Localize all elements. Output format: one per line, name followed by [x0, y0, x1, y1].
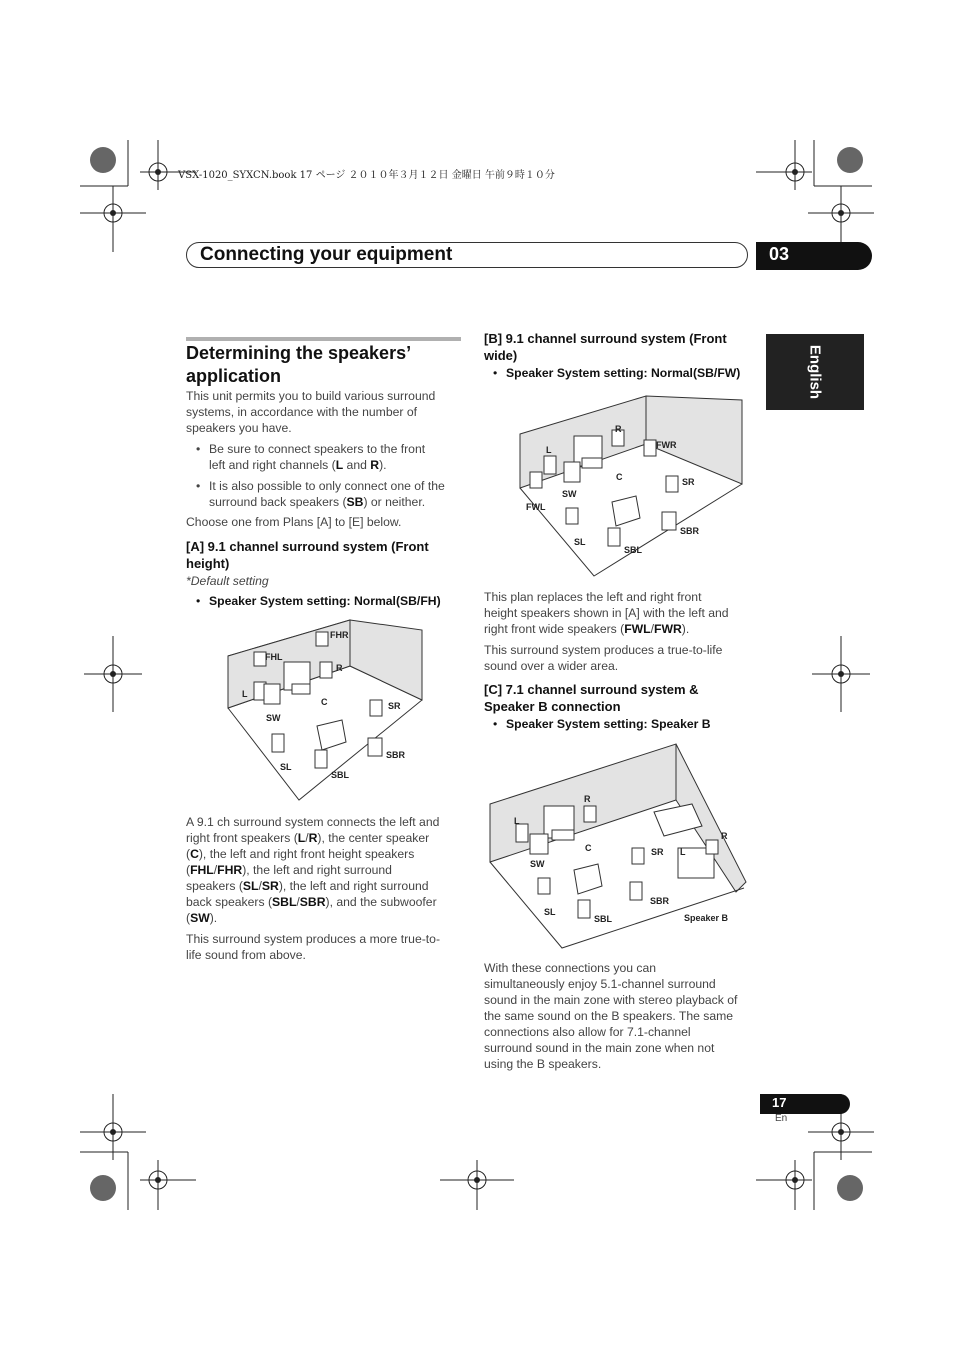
- diagram-label: FHL: [265, 652, 283, 662]
- page-language: En: [775, 1113, 788, 1124]
- text-run: SBR: [299, 895, 326, 909]
- plan-a-heading: [186, 538, 466, 572]
- diagram-label: SBL: [594, 914, 612, 924]
- text-line: This unit permits you to build various surround: [186, 389, 436, 403]
- diagram-label: L: [680, 847, 686, 857]
- print-header: VSX-1020_SYXCN.book 17 ページ ２０１０年３月１２日 金曜日 午前９時１０分: [178, 170, 555, 181]
- diagram-label: SBR: [386, 750, 406, 760]
- diagram-label: SW: [562, 489, 577, 499]
- text-run: right front wide speakers (: [484, 622, 625, 636]
- text-run: R: [370, 458, 380, 472]
- section-rule: [186, 337, 461, 341]
- text-run: right front speakers (: [186, 831, 298, 845]
- text-run: surround back speakers (: [209, 495, 347, 509]
- plan-b-heading: [484, 330, 764, 364]
- diagram-label: SR: [682, 477, 695, 487]
- text-run: left and right channels (: [209, 458, 336, 472]
- diagram-label: R: [615, 424, 622, 434]
- text-line: sound in the main zone with stereo playback of: [484, 993, 738, 1007]
- diagram-label: FHR: [330, 630, 349, 640]
- diagram-label: SBR: [680, 526, 700, 536]
- text-run: ).: [379, 458, 387, 472]
- diagram-label: C: [616, 472, 623, 482]
- text-line: [209, 494, 469, 510]
- text-run: ), the center speaker: [317, 831, 430, 845]
- bullet-dot: •: [196, 479, 201, 493]
- text-run: ), and the subwoofer: [325, 895, 437, 909]
- plan-c-diagram: [488, 742, 752, 952]
- text-run: height speakers shown in [A] with the left and: [484, 606, 729, 620]
- text-line: sound over a wider area.: [484, 659, 619, 673]
- text-run: /: [213, 863, 218, 877]
- heading-line: [A] 9.1 channel surround system (Front: [186, 539, 429, 554]
- plan-b-setting: [493, 366, 741, 380]
- text-run: SW: [190, 911, 210, 925]
- setting-text: Speaker System setting: Normal(SB/FH): [209, 594, 441, 608]
- heading-line: height): [186, 556, 230, 571]
- text-run: ), the left and right surround: [278, 879, 429, 893]
- intro-paragraph: [186, 388, 466, 436]
- bullet-dot: •: [196, 594, 201, 608]
- section-title-line: Determining the speakers’: [186, 343, 412, 363]
- heading-line: [B] 9.1 channel surround system (Front: [484, 331, 727, 346]
- text-run: (: [186, 863, 191, 877]
- setting-text: Speaker System setting: Speaker B: [506, 717, 711, 731]
- heading-line: [C] 7.1 channel surround system &: [484, 682, 699, 697]
- text-line: [186, 862, 466, 878]
- text-line: [484, 605, 764, 621]
- text-line: [186, 830, 466, 846]
- diagram-label: FWL: [526, 502, 546, 512]
- bullet-dot: •: [493, 366, 498, 380]
- bullet-dot: •: [493, 717, 498, 731]
- diagram-label: SL: [544, 907, 556, 917]
- text-line: [484, 589, 764, 605]
- plan-a-setting: [196, 594, 441, 608]
- text-line: [186, 846, 466, 862]
- diagram-label: R: [584, 794, 591, 804]
- chapter-title: Connecting your equipment: [200, 244, 453, 265]
- language-tab-label: English: [806, 344, 824, 400]
- heading-line: Speaker B connection: [484, 699, 621, 714]
- text-line: simultaneously enjoy 5.1-channel surround: [484, 977, 716, 991]
- diagram-label: L: [546, 445, 552, 455]
- text-run: back speakers (: [186, 895, 273, 909]
- diagram-label: R: [336, 663, 343, 673]
- text-line: This surround system produces a more true-to-: [186, 932, 441, 946]
- text-line: It is also possible to only connect one of the: [209, 479, 445, 493]
- text-run: (: [186, 847, 191, 861]
- text-run: ), the left and right surround: [242, 863, 392, 877]
- plan-a-diagram: [222, 618, 432, 808]
- diagram-label: SBL: [624, 545, 642, 555]
- plan-b-note: [484, 642, 764, 674]
- bullet-item: [196, 478, 469, 510]
- text-line: the same sound on the B speakers. The same: [484, 1009, 734, 1023]
- text-line: using the B speakers.: [484, 1057, 602, 1071]
- text-run: C: [190, 847, 199, 861]
- text-run: L: [297, 831, 306, 845]
- text-line: [484, 621, 764, 637]
- text-run: (: [186, 911, 191, 925]
- diagram-label: SR: [388, 701, 401, 711]
- bullet-item: [196, 441, 469, 473]
- diagram-label: SR: [651, 847, 664, 857]
- bullet-dot: •: [196, 442, 201, 456]
- text-line: [186, 910, 466, 926]
- diagram-label: SBL: [331, 770, 349, 780]
- diagram-label: FWR: [656, 440, 677, 450]
- text-run: FWR: [654, 622, 682, 636]
- choose-text: Choose one from Plans [A] to [E] below.: [186, 515, 402, 529]
- plan-b-diagram: [514, 392, 746, 582]
- text-run: /: [296, 895, 300, 909]
- text-run: SBL: [272, 895, 297, 909]
- text-run: ), the left and right front height speakers: [198, 847, 415, 861]
- text-line: [186, 894, 466, 910]
- text-line: This surround system produces a true-to-life: [484, 643, 723, 657]
- text-run: L: [335, 458, 344, 472]
- text-run: SR: [261, 879, 279, 893]
- text-run: /: [650, 622, 655, 636]
- setting-text: Speaker System setting: Normal(SB/FW): [506, 366, 741, 380]
- text-run: FHL: [190, 863, 214, 877]
- text-line: [186, 814, 466, 830]
- text-run: SB: [346, 495, 364, 509]
- plan-c-heading: [484, 681, 764, 715]
- diagram-label: C: [585, 843, 592, 853]
- text-run: /: [305, 831, 309, 845]
- text-line: systems, in accordance with the number of: [186, 405, 417, 419]
- plan-a-note: [186, 931, 468, 963]
- text-run: FWL: [624, 622, 651, 636]
- diagram-label: SBR: [650, 896, 670, 906]
- text-run: and: [343, 458, 371, 472]
- text-run: ).: [681, 622, 690, 636]
- heading-line: wide): [484, 348, 518, 363]
- default-note: *Default setting: [186, 574, 269, 588]
- plan-b-description: [484, 589, 764, 637]
- text-run: speakers (: [186, 879, 243, 893]
- text-line: life sound from above.: [186, 948, 306, 962]
- text-line: surround sound in the main zone when not: [484, 1041, 715, 1055]
- text-run: /: [258, 879, 262, 893]
- diagram-label: SW: [530, 859, 545, 869]
- chapter-number: 03: [756, 242, 872, 270]
- text-line: [186, 878, 466, 894]
- section-title-line: application: [186, 366, 282, 386]
- diagram-label: L: [242, 689, 248, 699]
- text-run: R: [308, 831, 318, 845]
- diagram-label: Speaker B: [684, 913, 729, 923]
- text-run: A 9.1 ch surround system connects the left and: [186, 815, 440, 829]
- language-tab: [766, 334, 864, 410]
- text-run: This plan replaces the left and right front: [484, 590, 702, 604]
- diagram-label: SW: [266, 713, 281, 723]
- section-title: [186, 342, 456, 388]
- diagram-label: L: [514, 816, 520, 826]
- plan-a-description: [186, 814, 466, 926]
- diagram-label: C: [321, 697, 328, 707]
- text-run: ).: [209, 911, 218, 925]
- text-line: connections also allow for 7.1-channel: [484, 1025, 691, 1039]
- page-number: 17: [772, 1095, 787, 1110]
- diagram-label: SL: [574, 537, 586, 547]
- text-line: Be sure to connect speakers to the front: [209, 442, 426, 456]
- text-run: ) or neither.: [363, 495, 426, 509]
- text-run: SL: [242, 879, 259, 893]
- plan-c-description: [484, 960, 764, 1072]
- diagram-label: R: [721, 831, 728, 841]
- text-line: [209, 457, 469, 473]
- diagram-label: SL: [280, 762, 292, 772]
- plan-c-setting: [493, 717, 711, 731]
- text-line: speakers you have.: [186, 421, 292, 435]
- text-line: With these connections you can: [484, 961, 657, 975]
- text-run: FHR: [217, 863, 243, 877]
